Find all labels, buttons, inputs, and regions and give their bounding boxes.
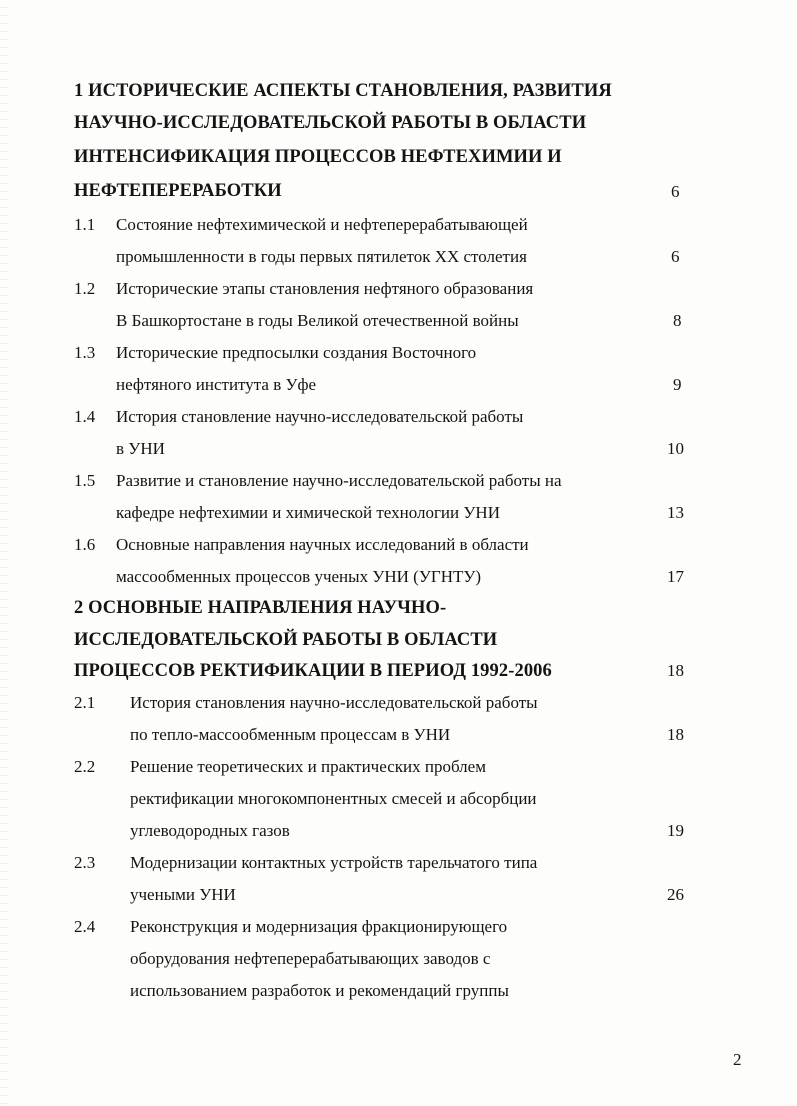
entry-2-4-line-3: использованием разработок и рекомендаций группы (130, 981, 509, 1000)
entry-1-3-page: 9 (673, 375, 682, 394)
entry-1-2-page: 8 (673, 311, 682, 330)
section1-title-line-2: НАУЧНО-ИССЛЕДОВАТЕЛЬСКОЙ РАБОТЫ В ОБЛАСТИ (74, 113, 587, 133)
section2-title-line-1: 2 ОСНОВНЫЕ НАПРАВЛЕНИЯ НАУЧНО- (74, 598, 447, 618)
entry-1-1-line-1: Состояние нефтехимической и нефтеперерабатывающей (116, 215, 528, 234)
entry-2-2-line-2: ректификации многокомпонентных смесей и абсорбции (130, 789, 537, 808)
entry-1-6-line-1: Основные направления научных исследований в области (116, 535, 529, 554)
entry-2-2-line-1: Решение теоретических и практических проблем (130, 757, 486, 776)
entry-1-4-line-1: История становление научно-исследовательской работы (116, 407, 524, 426)
entry-2-4-number: 2.4 (74, 917, 96, 936)
entry-2-1-line-1: История становления научно-исследовательской работы (130, 693, 538, 712)
entry-1-1-page: 6 (671, 247, 680, 266)
entry-1-3-number: 1.3 (74, 343, 96, 362)
section1-title-line-3: ИНТЕНСИФИКАЦИЯ ПРОЦЕССОВ НЕФТЕХИМИИ И (74, 147, 562, 167)
entry-2-2-page: 19 (667, 821, 684, 840)
section2-title-line-3: ПРОЦЕССОВ РЕКТИФИКАЦИИ В ПЕРИОД 1992-2006 (74, 661, 552, 681)
scan-edge (0, 0, 8, 1106)
entry-2-3-line-1: Модернизации контактных устройств тарельчатого типа (130, 853, 538, 872)
entry-2-1-page: 18 (667, 725, 684, 744)
entry-1-5-line-2: кафедре нефтехимии и химической технологии УНИ (116, 503, 500, 522)
section1-title-line-4: НЕФТЕПЕРЕРАБОТКИ (74, 181, 282, 201)
entry-1-2-number: 1.2 (74, 279, 96, 298)
entry-1-1-number: 1.1 (74, 215, 96, 234)
entry-1-5-number: 1.5 (74, 471, 96, 490)
entry-1-6-number: 1.6 (74, 535, 96, 554)
entry-1-5-line-1: Развитие и становление научно-исследовательской работы на (116, 471, 562, 490)
entry-1-6-line-2: массообменных процессов ученых УНИ (УГНТУ) (116, 567, 482, 586)
entry-2-1-line-2: по тепло-массообменным процессам в УНИ (130, 725, 451, 744)
entry-1-2-line-2: В Башкортостане в годы Великой отечественной войны (116, 311, 519, 330)
entry-1-4-page: 10 (667, 439, 684, 458)
entry-2-3-line-2: учеными УНИ (130, 885, 236, 904)
entry-2-3-page: 26 (667, 885, 684, 904)
entry-1-4-line-2: в УНИ (116, 439, 165, 458)
section1-page: 6 (671, 182, 680, 201)
entry-1-1-line-2: промышленности в годы первых пятилеток XX столетия (116, 247, 527, 266)
entry-2-4-line-2: оборудования нефтеперерабатывающих заводов с (130, 949, 491, 968)
section2-title-line-2: ИССЛЕДОВАТЕЛЬСКОЙ РАБОТЫ В ОБЛАСТИ (74, 630, 498, 650)
entry-2-3-number: 2.3 (74, 853, 96, 872)
entry-1-5-page: 13 (667, 503, 684, 522)
entry-2-4-line-1: Реконструкция и модернизация фракционирующего (130, 917, 508, 936)
entry-1-2-line-1: Исторические этапы становления нефтяного образования (116, 279, 534, 298)
entry-1-4-number: 1.4 (74, 407, 96, 426)
entry-1-3-line-2: нефтяного института в Уфе (116, 375, 317, 394)
page-number: 2 (733, 1050, 742, 1069)
entry-1-6-page: 17 (667, 567, 684, 586)
entry-2-2-number: 2.2 (74, 757, 96, 776)
section1-title-line-1: 1 ИСТОРИЧЕСКИЕ АСПЕКТЫ СТАНОВЛЕНИЯ, РАЗВИТИЯ (74, 81, 612, 101)
entry-2-1-number: 2.1 (74, 693, 96, 712)
entry-1-3-line-1: Исторические предпосылки создания Восточного (116, 343, 477, 362)
entry-2-2-line-3: углеводородных газов (130, 821, 290, 840)
section2-page: 18 (667, 661, 684, 680)
